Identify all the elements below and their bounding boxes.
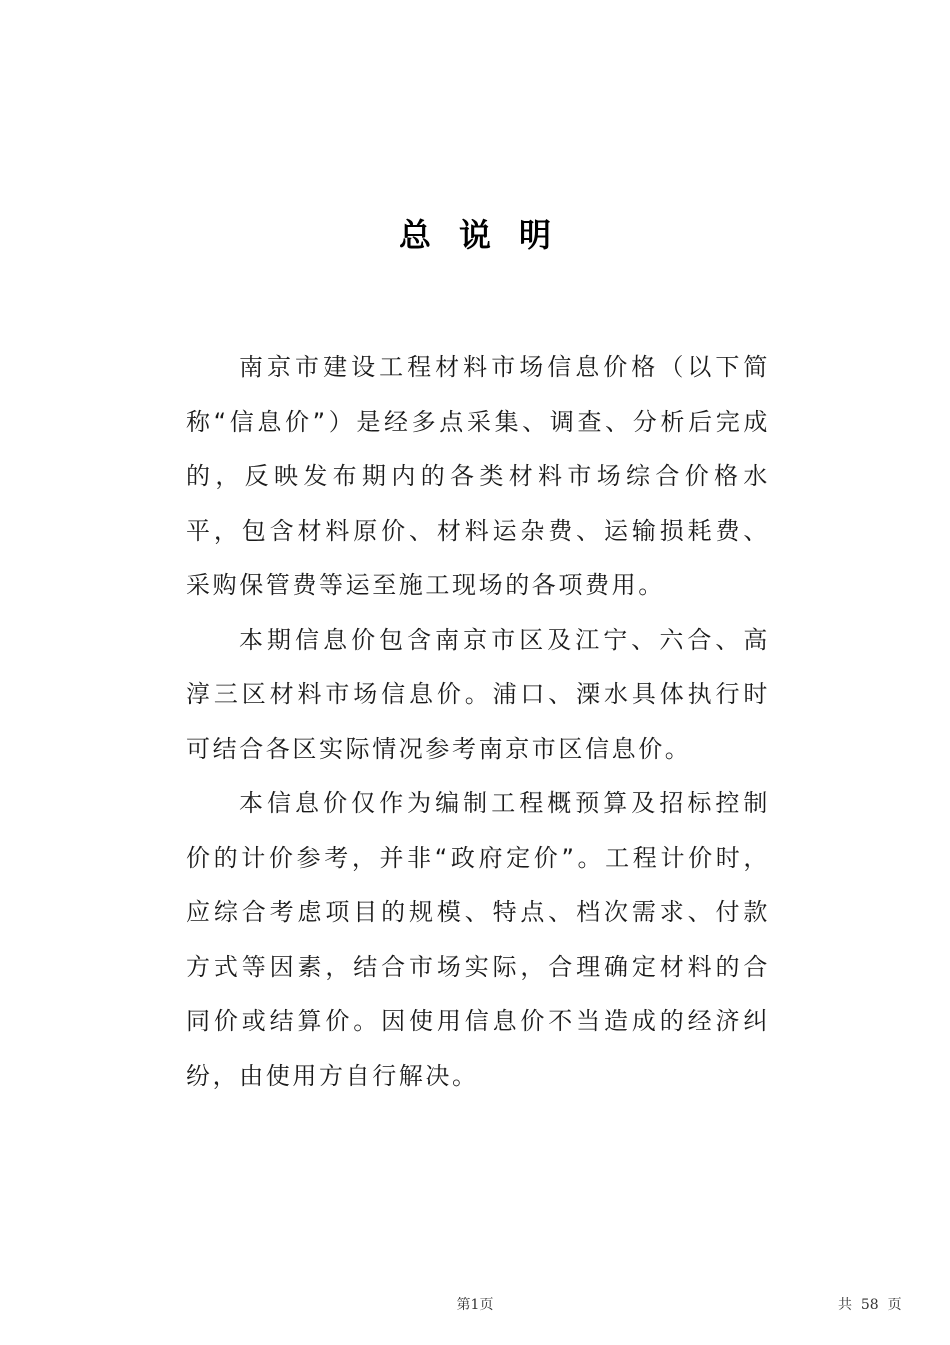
- page-number: 第1页: [456, 1297, 494, 1313]
- paragraph-coverage: 本期信息价包含南京市区及江宁、六合、高淳三区材料市场信息价。浦口、溧水具体执行时可结合各区实际情况参考南京市区信息价。: [186, 625, 770, 763]
- document-body: [186, 340, 770, 1103]
- paragraph-price-definition: 南京市建设工程材料市场信息价格（以下简称“信息价”）是经多点采集、调查、分析后完成的，反映发布期内的各类材料市场综合价格水平，包含材料原价、材料运杂费、运输损耗费、采购保管费等运至施工现场的各项费用。: [186, 353, 770, 599]
- total-pages: 共 58 页: [838, 1297, 902, 1313]
- page-title: 总说明: [398, 216, 579, 254]
- paragraph-disclaimer: 本信息价仅作为编制工程概预算及招标控制价的计价参考，并非“政府定价”。工程计价时，应综合考虑项目的规模、特点、档次需求、付款方式等因素，结合市场实际，合理确定材料的合同价或结算价。因使用信息价不当造成的经济纠纷，由使用方自行解决。: [186, 789, 770, 1090]
